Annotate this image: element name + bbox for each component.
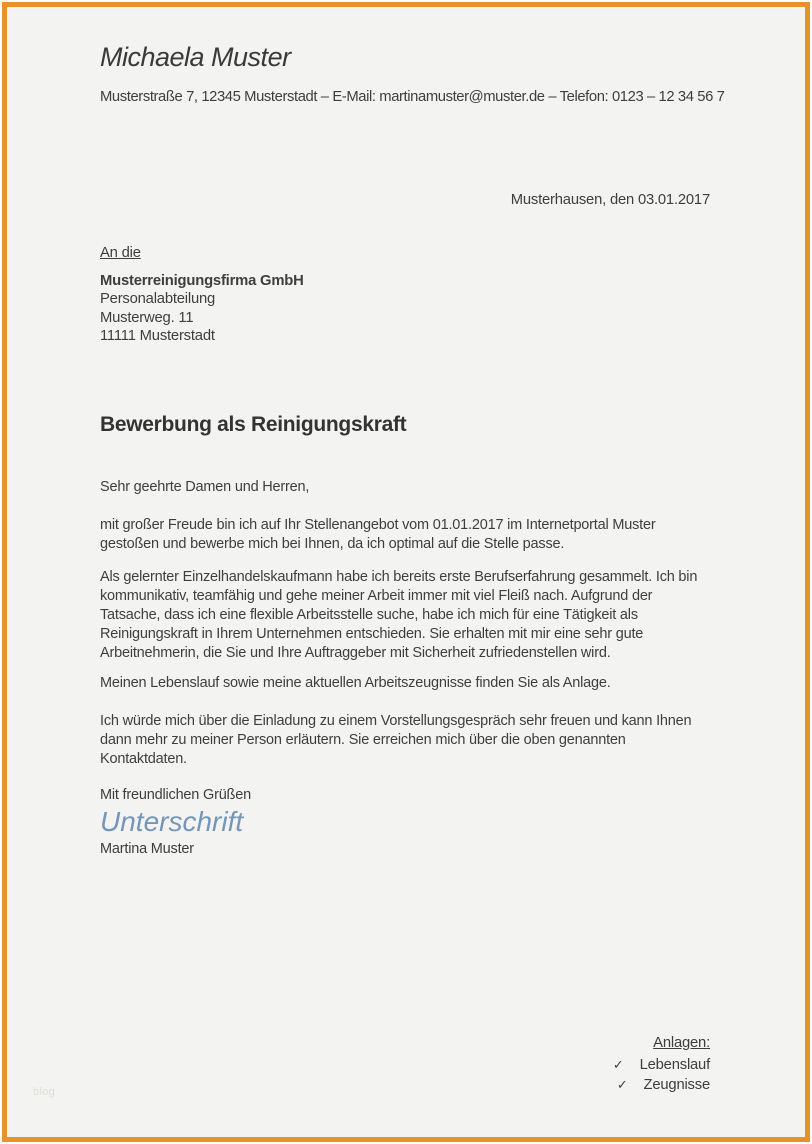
recipient-block	[100, 244, 304, 346]
greeting: Sehr geehrte Damen und Herren,	[100, 479, 310, 495]
attachment-item	[613, 1055, 710, 1075]
date-line: Musterhausen, den 03.01.2017	[510, 192, 710, 208]
checkmark-icon: ✓	[616, 1077, 628, 1092]
closing-salutation: Mit freundlichen Grüßen	[100, 787, 251, 803]
closing-name: Martina Muster	[100, 841, 194, 857]
attachments-block	[613, 1034, 710, 1095]
recipient-department: Personalabteilung	[100, 291, 216, 307]
sender-contact-line: Musterstraße 7, 12345 Musterstadt – E-Mail: martinamuster@muster.de – Telefon: 0123 – 12 34 56 7	[100, 89, 725, 105]
closing-block	[100, 786, 251, 859]
letter-content	[100, 0, 725, 1144]
blog-watermark: blog	[33, 1086, 55, 1098]
recipient-street: Musterweg. 11	[100, 309, 194, 326]
attachment-label: Zeugnisse	[643, 1077, 710, 1093]
attachment-item	[613, 1075, 710, 1095]
body-paragraph: Ich würde mich über die Einladung zu einem Vorstellungsgespräch sehr freuen und kann Ihnen dann mehr zu meiner Person erläutern. Sie erreichen mich über die oben genannten Kontaktdaten.	[100, 713, 692, 767]
recipient-city: 11111 Musterstadt	[100, 328, 215, 344]
subject-line: Bewerbung als Reinigungskraft	[100, 413, 407, 436]
attachment-label: Lebenslauf	[639, 1057, 710, 1073]
body-paragraph: Meinen Lebenslauf sowie meine aktuellen Arbeitszeugnisse finden Sie als Anlage.	[100, 675, 611, 691]
body-paragraph: Als gelernter Einzelhandelskaufmann habe ich bereits erste Berufserfahrung gesammelt. Ich bin kommunikativ, teamfähig und gehe meiner Arbeit immer mit viel Fleiß nach. Aufgrund der Tatsache, dass ich eine flexible Arbeitsstelle suche, habe ich mich für eine Tätigkeit als Reinigungskraft in Ihrem Unternehmen entschieden. Sie erhalten mit mir eine sehr gute Arbeitnehmerin, die Sie und Ihre Auftraggeber mit Sicherheit zufriedenstellen wird.	[100, 569, 698, 661]
sender-name: Michaela Muster	[100, 42, 291, 72]
recipient-salutation: An die	[100, 245, 141, 261]
body-paragraph: mit großer Freude bin ich auf Ihr Stellenangebot vom 01.01.2017 im Internetportal Muster gestoßen und bewerbe mich bei Ihnen, da ich optimal auf die Stelle passe.	[100, 517, 656, 552]
recipient-company: Musterreinigungsfirma GmbH	[100, 272, 304, 289]
signature-text: Unterschrift	[100, 806, 244, 837]
checkmark-icon: ✓	[612, 1057, 624, 1072]
attachments-heading: Anlagen:	[653, 1035, 710, 1051]
